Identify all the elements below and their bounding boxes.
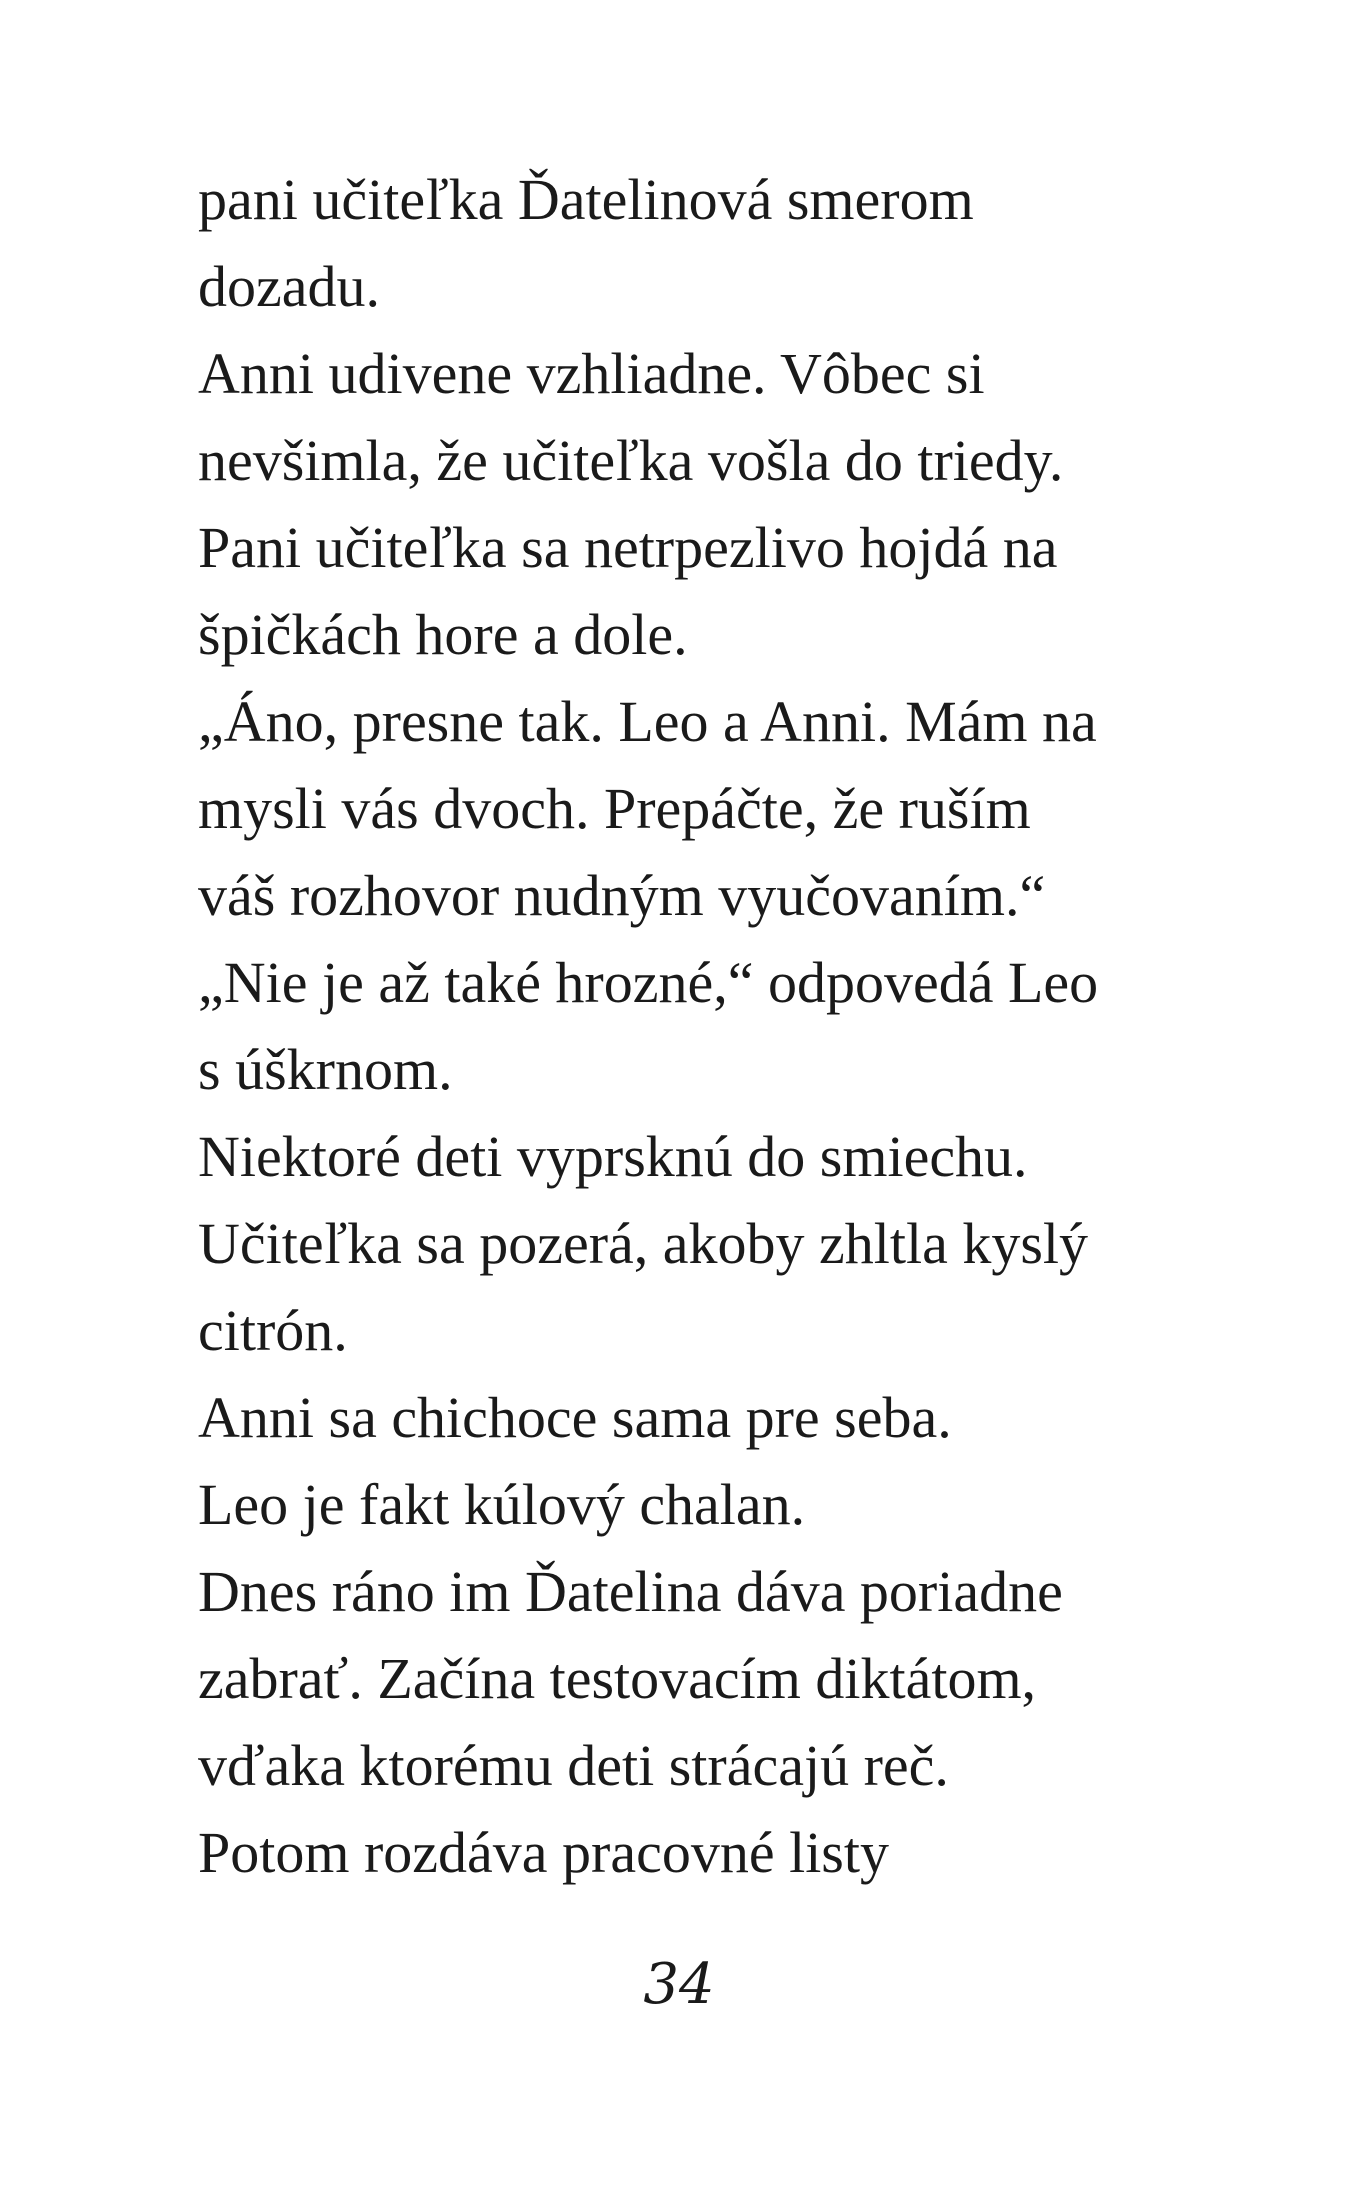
text-line: váš rozhovor nudným vyučovaním.“ [198, 863, 1046, 928]
text-line: Anni sa chichoce sama pre seba. [198, 1385, 952, 1450]
text-line: Dnes ráno im Ďatelina dáva poriadne [198, 1559, 1063, 1624]
text-line: Leo je fakt kúlový chalan. [198, 1472, 806, 1537]
text-line: vďaka ktorému deti strácajú reč. [198, 1733, 949, 1798]
text-line: Niektoré deti vyprsknú do smiechu. [198, 1124, 1028, 1189]
text-line: dozadu. [198, 254, 380, 319]
text-line: Anni udivene vzhliadne. Vôbec si [198, 341, 985, 406]
body-text [198, 156, 1198, 1896]
text-line: pani učiteľka Ďatelinová smerom [198, 167, 974, 232]
text-line: Potom rozdáva pracovné listy [198, 1820, 889, 1885]
text-line: s úškrnom. [198, 1037, 453, 1102]
text-line: zabrať. Začína testovacím diktátom, [198, 1646, 1037, 1711]
text-line: nevšimla, že učiteľka vošla do triedy. [198, 428, 1064, 493]
text-line: „Áno, presne tak. Leo a Anni. Mám na [198, 689, 1097, 754]
text-line: Učiteľka sa pozerá, akoby zhltla kyslý [198, 1211, 1089, 1276]
text-line: mysli vás dvoch. Prepáčte, že ruším [198, 776, 1031, 841]
page-number: 34 [643, 1952, 715, 2017]
text-line: špičkách hore a dole. [198, 602, 688, 667]
text-line: citrón. [198, 1298, 348, 1363]
text-line: Pani učiteľka sa netrpezlivo hojdá na [198, 515, 1058, 580]
text-line: „Nie je až také hrozné,“ odpovedá Leo [198, 950, 1099, 1015]
